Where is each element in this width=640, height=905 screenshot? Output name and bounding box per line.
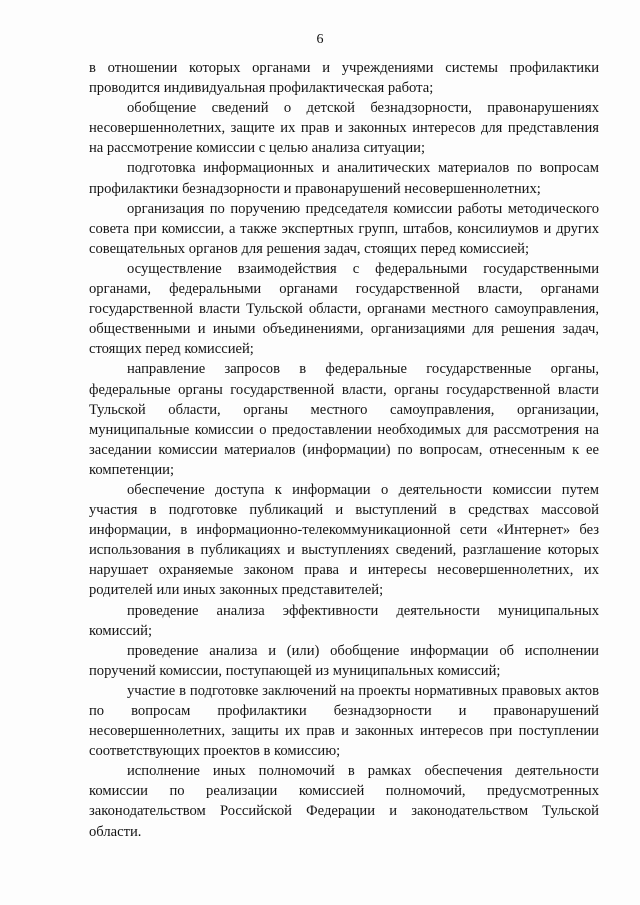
paragraph: участие в подготовке заключений на проекты нормативных правовых актов по вопросам профилактики безнадзорности и правонарушений несовершеннолетних, защиты их прав и законных интересов при поступлении соответствующих проектов в комиссию; [89,682,599,760]
paragraph: направление запросов в федеральные государственные органы, федеральные органы государственной власти, органы государственной власти Тульской области, органы местного самоуправления, организации, муниципальные комиссии о предоставлении необходимых для рассмотрения на заседании комиссии материалов (информации) по вопросам, отнесенным к ее компетенции; [89,361,599,478]
page-number: 6 [316,32,324,47]
paragraph: исполнение иных полномочий в рамках обеспечения деятельности комиссии по реализации комиссией полномочий, предусмотренных законодательством Российской Федерации и законодательством Тульской области. [89,763,599,840]
paragraph: обобщение сведений о детской безнадзорности, правонарушениях несовершеннолетних, защите их прав и законных интересов для представления на рассмотрение комиссии с целью анализа ситуации; [89,100,599,157]
paragraph: обеспечение доступа к информации о деятельности комиссии путем участия в подготовке публикаций и выступлений в средствах массовой информации, в информационно-телекоммуникационной сети «Интернет» без использования в публикациях и выступлениях сведений, разглашение которых нарушает охраняемые законом права и интересы несовершеннолетних, их родителей или иных законных представителей; [89,481,599,599]
paragraph: организация по поручению председателя комиссии работы методического совета при комиссии, а также экспертных групп, штабов, консилиумов и других совещательных органов для решения задач, стоящих перед комиссией; [89,200,599,257]
paragraph: проведение анализа и (или) обобщение информации об исполнении поручений комиссии, поступающей из муниципальных комиссий; [89,642,599,679]
paragraph: подготовка информационных и аналитических материалов по вопросам профилактики безнадзорности и правонарушений несовершеннолетних; [89,160,599,197]
paragraph: осуществление взаимодействия с федеральными государственными органами, федеральными органами государственной власти, органами государственной власти Тульской области, органами местного самоуправления, общественными и иными объединениями, организациями для решения задач, стоящих перед комиссией; [89,260,599,358]
paragraph: проведение анализа эффективности деятельности муниципальных комиссий; [89,602,599,639]
paragraph-continuation: в отношении которых органами и учреждениями системы профилактики проводится индивидуальная профилактическая работа; [89,60,599,97]
document-body [89,58,599,842]
